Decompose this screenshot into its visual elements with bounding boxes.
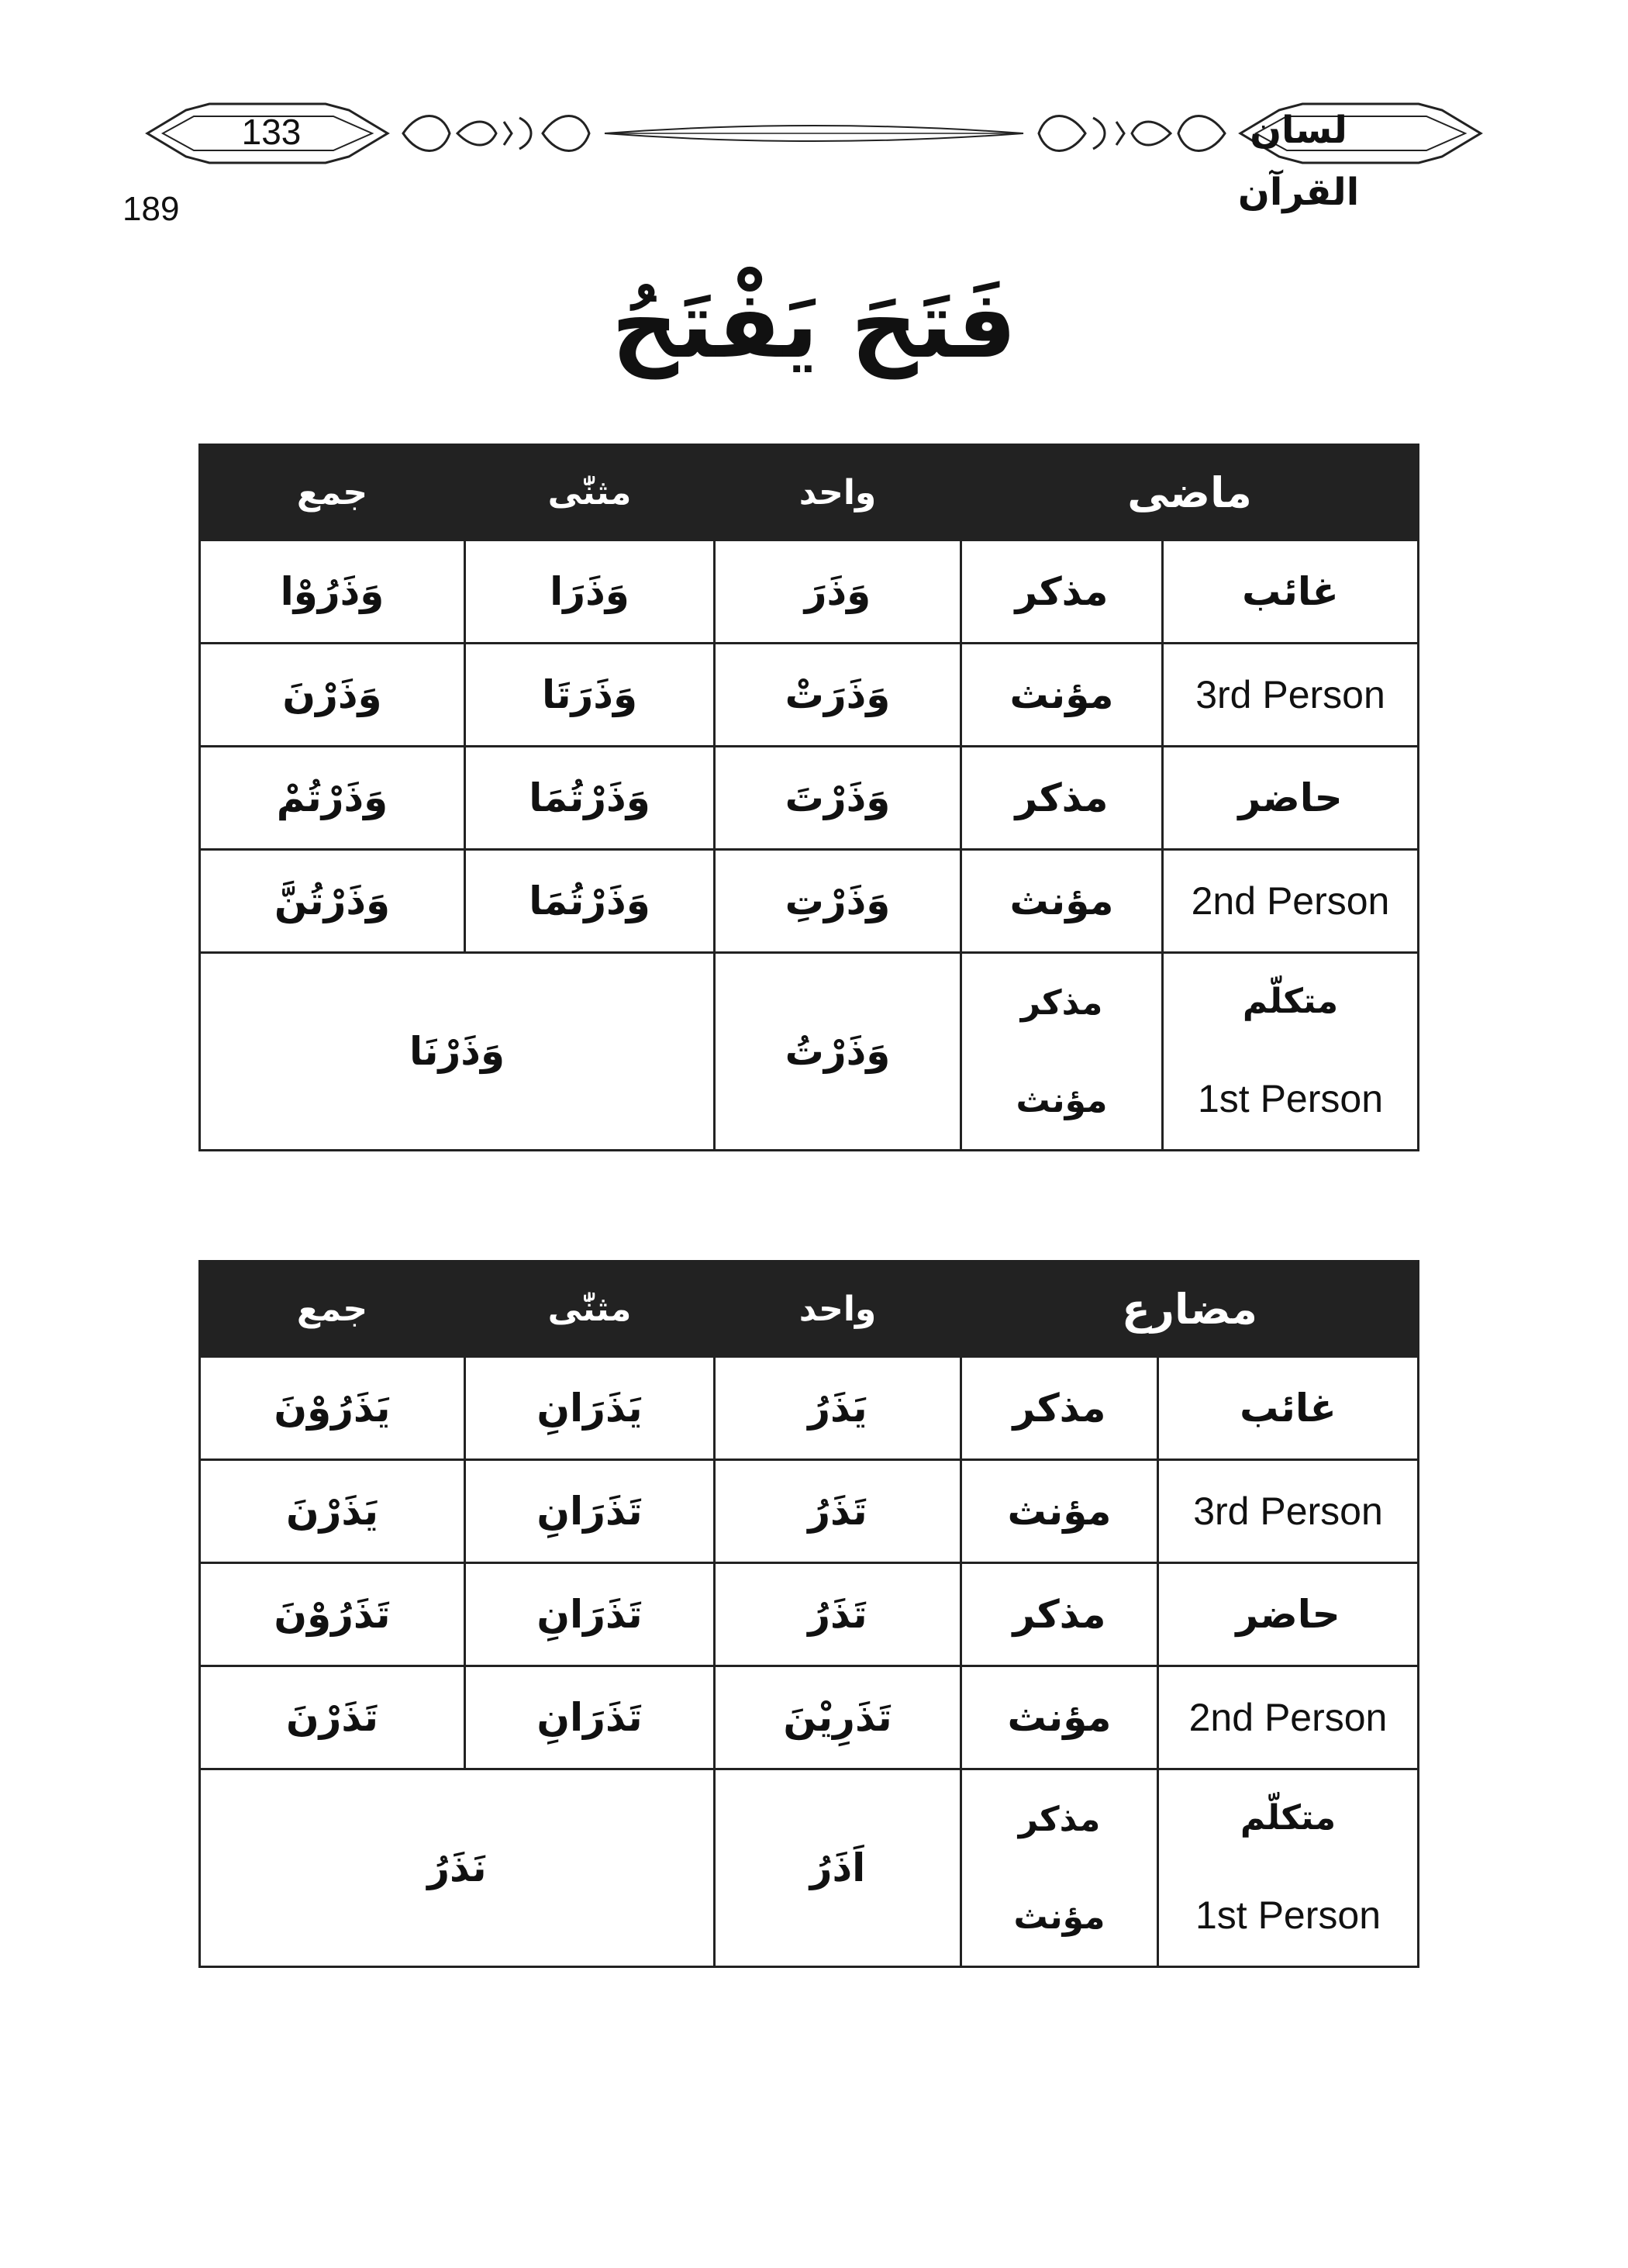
cell-gender: مؤنث xyxy=(961,644,1163,747)
cell-wahid: وَذَرْتَ xyxy=(715,747,961,850)
header-muthanna: مثنّٰی xyxy=(465,1262,715,1357)
cell-wahid: وَذَرْتُ xyxy=(715,953,961,1151)
madi-conjugation-table xyxy=(198,444,1419,1151)
cell-person: 2nd Person xyxy=(1163,850,1419,953)
table-row xyxy=(200,1769,1419,1967)
table-row xyxy=(200,1357,1419,1460)
cell-jama: تَذَرْنَ xyxy=(200,1666,465,1769)
cell-muthanna: وَذَرْتُمَا xyxy=(465,747,715,850)
table-row xyxy=(200,850,1419,953)
cell-jama: وَذَرْتُمْ xyxy=(200,747,465,850)
cell-person: غائب xyxy=(1158,1357,1419,1460)
table-row xyxy=(200,953,1419,1151)
person-arabic: متکلّم xyxy=(1240,1797,1337,1838)
cell-person xyxy=(1163,953,1419,1151)
cell-gender: مذکر xyxy=(961,1563,1158,1666)
table-row xyxy=(200,1460,1419,1563)
header-tense: مضارع xyxy=(961,1262,1419,1357)
table-row xyxy=(200,1666,1419,1769)
gender-feminine: مؤنث xyxy=(1016,1080,1108,1120)
cell-gender: مذکر xyxy=(961,540,1163,644)
cell-muthanna: تَذَرَانِ xyxy=(465,1460,715,1563)
cell-person xyxy=(1158,1769,1419,1967)
table-row xyxy=(200,540,1419,644)
cell-wahid: وَذَرَ xyxy=(715,540,961,644)
cell-gender: مذکر xyxy=(961,1357,1158,1460)
table-header-row xyxy=(200,1262,1419,1357)
cell-jama: تَذَرُوْنَ xyxy=(200,1563,465,1666)
person-english: 1st Person xyxy=(1195,1893,1381,1938)
cell-person: 2nd Person xyxy=(1158,1666,1419,1769)
cell-gender xyxy=(961,953,1163,1151)
person-arabic: متکلّم xyxy=(1242,981,1339,1021)
table-row xyxy=(200,644,1419,747)
cell-wahid: تَذَرُ xyxy=(715,1563,961,1666)
cell-muthanna: يَذَرَانِ xyxy=(465,1357,715,1460)
cell-person: 3rd Person xyxy=(1158,1460,1419,1563)
header-jama: جمع xyxy=(200,445,465,540)
page-number: 133 xyxy=(241,112,302,152)
cell-jama: يَذَرُوْنَ xyxy=(200,1357,465,1460)
cell-muthanna: تَذَرَانِ xyxy=(465,1563,715,1666)
verb-title: فَتَحَ يَفْتَحُ xyxy=(611,271,1017,379)
cell-jama: وَذَرْنَا xyxy=(200,953,715,1151)
cell-gender: مذکر xyxy=(961,747,1163,850)
book-title: لسان القرآن xyxy=(1237,109,1360,214)
cell-person: غائب xyxy=(1163,540,1419,644)
cell-jama: وَذَرْتُنَّ xyxy=(200,850,465,953)
table-row xyxy=(200,1563,1419,1666)
gender-masculine: مذکر xyxy=(1018,1799,1101,1839)
header-wahid: واحد xyxy=(715,1262,961,1357)
table-header-row xyxy=(200,445,1419,540)
cell-jama: وَذَرُوْا xyxy=(200,540,465,644)
header-wahid: واحد xyxy=(715,445,961,540)
cell-wahid: اَذَرُ xyxy=(715,1769,961,1967)
reference-number: 189 xyxy=(122,190,180,228)
header-tense: ماضی xyxy=(961,445,1419,540)
cell-muthanna: وَذَرَتَا xyxy=(465,644,715,747)
cell-gender: مؤنث xyxy=(961,1666,1158,1769)
mudari-conjugation-table xyxy=(198,1260,1419,1968)
header-jama: جمع xyxy=(200,1262,465,1357)
cell-wahid: تَذَرِيْنَ xyxy=(715,1666,961,1769)
cell-jama: يَذَرْنَ xyxy=(200,1460,465,1563)
cell-muthanna: تَذَرَانِ xyxy=(465,1666,715,1769)
cell-wahid: يَذَرُ xyxy=(715,1357,961,1460)
cell-person: حاضر xyxy=(1158,1563,1419,1666)
cell-jama: نَذَرُ xyxy=(200,1769,715,1967)
gender-masculine: مذکر xyxy=(1020,982,1103,1023)
person-english: 1st Person xyxy=(1197,1077,1383,1121)
table-row xyxy=(200,747,1419,850)
cell-person: حاضر xyxy=(1163,747,1419,850)
cell-jama: وَذَرْنَ xyxy=(200,644,465,747)
cell-wahid: وَذَرْتِ xyxy=(715,850,961,953)
cell-gender: مؤنث xyxy=(961,1460,1158,1563)
cell-person: 3rd Person xyxy=(1163,644,1419,747)
cell-muthanna: وَذَرْتُمَا xyxy=(465,850,715,953)
cell-wahid: وَذَرَتْ xyxy=(715,644,961,747)
cell-muthanna: وَذَرَا xyxy=(465,540,715,644)
gender-feminine: مؤنث xyxy=(1013,1897,1105,1937)
cell-gender xyxy=(961,1769,1158,1967)
header-muthanna: مثنّٰی xyxy=(465,445,715,540)
cell-gender: مؤنث xyxy=(961,850,1163,953)
cell-wahid: تَذَرُ xyxy=(715,1460,961,1563)
